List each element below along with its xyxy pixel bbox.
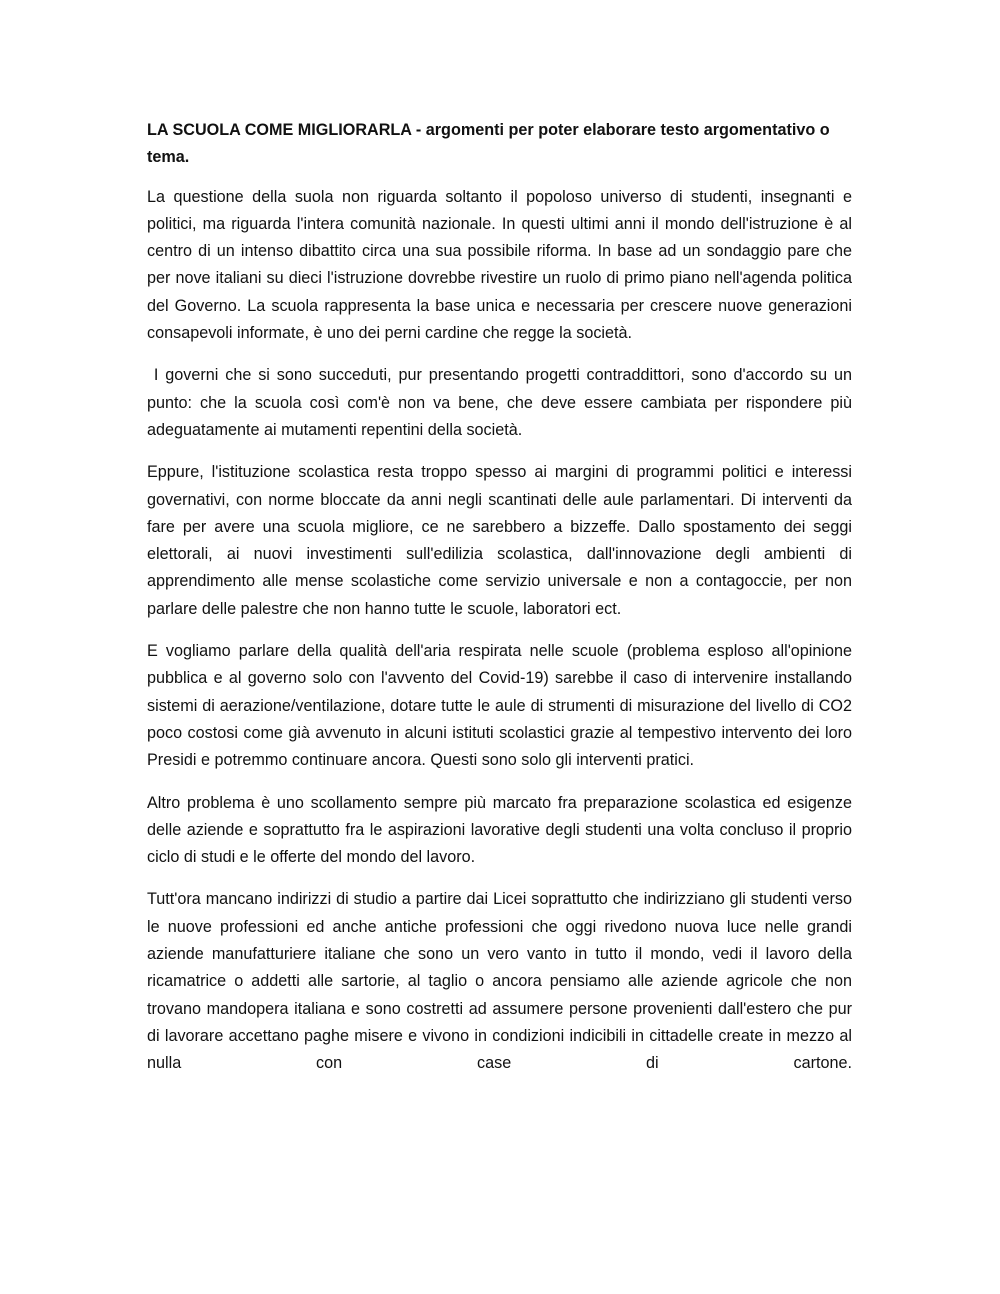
- paragraph-4: E vogliamo parlare della qualità dell'aria respirata nelle scuole (problema esploso all'opinione pubblica e al governo solo con l'avvento del Covid-19) sarebbe il caso di intervenire installando sistemi di aerazione/ventilazione, dotare tutte le aule di strumenti di misurazione del livello di CO2 poco costosi come già avvenuto in alcuni istituti scolastici grazie al tempestivo intervento dei loro Presidi e potremmo continuare ancora. Questi sono solo gli interventi pratici.: [147, 642, 852, 770]
- paragraph-3: Eppure, l'istituzione scolastica resta troppo spesso ai margini di programmi politici e interessi governativi, con norme bloccate da anni negli scantinati delle aule parlamentari. Di interventi da fare per avere una scuola migliore, ce ne sarebbero a bizzeffe. Dallo spostamento dei seggi elettorali, ai nuovi investimenti sull'edilizia scolastica, dall'innovazione degli ambienti di apprendimento alle mense scolastiche come servizio universale e non a contagoccie, per non parlare delle palestre che non hanno tutte le scuole, laboratori ect.: [147, 463, 852, 618]
- paragraph-1: La questione della suola non riguarda soltanto il popoloso universo di studenti, insegnanti e politici, ma riguarda l'intera comunità nazionale. In questi ultimi anni il mondo dell'istruzione è al centro di un intenso dibattito circa una sua possibile riforma. In base ad un sondaggio pare che per nove italiani su dieci l'istruzione dovrebbe rivestire un ruolo di primo piano nell'agenda politica del Governo. La scuola rappresenta la base unica e necessaria per crescere nuove generazioni consapevoli informate, è uno dei perni cardine che regge la società.: [147, 187, 852, 343]
- document-page: [147, 117, 857, 1078]
- paragraph-2: I governi che si sono succeduti, pur presentando progetti contraddittori, sono d'accordo su un punto: che la scuola così com'è non va bene, che deve essere cambiata per rispondere più adeguatamente ai mutamenti repentini della società.: [147, 366, 857, 439]
- paragraph-6: Tutt'ora mancano indirizzi di studio a partire dai Licei soprattutto che indirizziano gli studenti verso le nuove professioni ed anche antiche professioni che oggi rivedono nuova luce nelle grandi aziende manufatturiere italiane che sono un vero vanto in tutto il mondo, vedi il lavoro della ricamatrice o addetti alle sartorie, al taglio o ancora pensiamo alle aziende agricole che non trovano mandopera italiana e sono costretti ad assumere persone provenienti dall'estero che pur di lavorare accettano paghe misere e vivono in condizioni indicibili in cittadelle create in mezzo al nulla con case di cartone.: [147, 890, 852, 1073]
- paragraph-5: Altro problema è uno scollamento sempre più marcato fra preparazione scolastica ed esigenze delle aziende e soprattutto fra le aspirazioni lavorative degli studenti una volta concluso il proprio ciclo di studi e le offerte del mondo del lavoro.: [147, 793, 852, 867]
- document-title: LA SCUOLA COME MIGLIORARLA - argomenti per poter elaborare testo argomentativo o tema.: [147, 121, 830, 167]
